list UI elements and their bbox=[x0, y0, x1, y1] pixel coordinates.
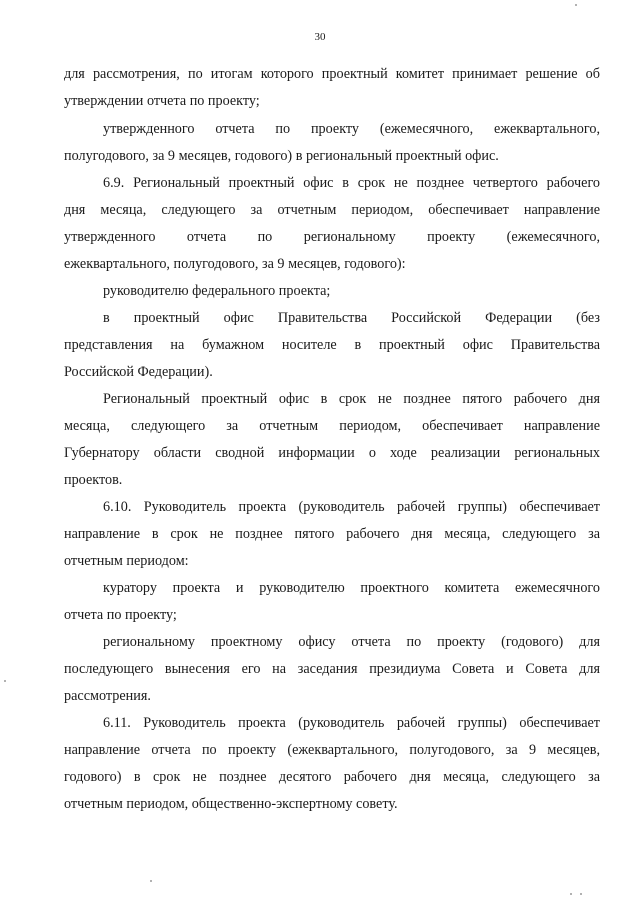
scan-speck bbox=[575, 4, 577, 6]
text-line: в проектный офис Правительства Российской Федерации (без bbox=[103, 310, 600, 326]
text-line: Российской Федерации). bbox=[64, 364, 213, 380]
text-line: Региональный проектный офис в срок не позднее пятого рабочего дня bbox=[103, 391, 600, 407]
text-line: утверждении отчета по проекту; bbox=[64, 93, 260, 109]
text-line: региональному проектному офису отчета по проекту (годового) для bbox=[103, 634, 600, 650]
text-line: ежеквартального, полугодового, за 9 месяцев, годового): bbox=[64, 256, 406, 272]
page-number: 30 bbox=[314, 31, 326, 43]
text-line: направление отчета по проекту (ежеквартального, полугодового, за 9 месяцев, bbox=[64, 742, 600, 758]
text-line: 6.10. Руководитель проекта (руководитель рабочей группы) обеспечивает bbox=[103, 499, 600, 515]
text-line: утвержденного отчета по региональному проекту (ежемесячного, bbox=[64, 229, 600, 245]
scan-speck bbox=[4, 680, 6, 682]
text-line: рассмотрения. bbox=[64, 688, 151, 704]
scan-speck bbox=[570, 893, 572, 895]
text-line: куратору проекта и руководителю проектного комитета ежемесячного bbox=[103, 580, 600, 596]
text-line: утвержденного отчета по проекту (ежемесячного, ежеквартального, bbox=[103, 121, 600, 137]
scan-speck bbox=[580, 893, 582, 895]
scan-speck bbox=[150, 880, 152, 882]
text-line: представления на бумажном носителе в проектный офис Правительства bbox=[64, 337, 600, 353]
text-line: отчета по проекту; bbox=[64, 607, 177, 623]
text-line: руководителю федерального проекта; bbox=[103, 283, 331, 299]
text-line: месяца, следующего за отчетным периодом, обеспечивает направление bbox=[64, 418, 600, 434]
text-line: Губернатору области сводной информации о ходе реализации региональных bbox=[64, 445, 600, 461]
text-line: дня месяца, следующего за отчетным периодом, обеспечивает направление bbox=[64, 202, 600, 218]
text-line: для рассмотрения, по итогам которого проектный комитет принимает решение об bbox=[64, 66, 600, 82]
text-line: направление в срок не позднее пятого рабочего дня месяца, следующего за bbox=[64, 526, 600, 542]
text-line: проектов. bbox=[64, 472, 123, 488]
text-line: годового) в срок не позднее десятого рабочего дня месяца, следующего за bbox=[64, 769, 600, 785]
text-line: отчетным периодом, общественно-экспертному совету. bbox=[64, 796, 398, 812]
text-line: полугодового, за 9 месяцев, годового) в региональный проектный офис. bbox=[64, 148, 499, 164]
text-line: 6.11. Руководитель проекта (руководитель рабочей группы) обеспечивает bbox=[103, 715, 600, 731]
text-line: 6.9. Региональный проектный офис в срок не позднее четвертого рабочего bbox=[103, 175, 600, 191]
text-line: отчетным периодом: bbox=[64, 553, 189, 569]
text-line: последующего вынесения его на заседания президиума Совета и Совета для bbox=[64, 661, 600, 677]
